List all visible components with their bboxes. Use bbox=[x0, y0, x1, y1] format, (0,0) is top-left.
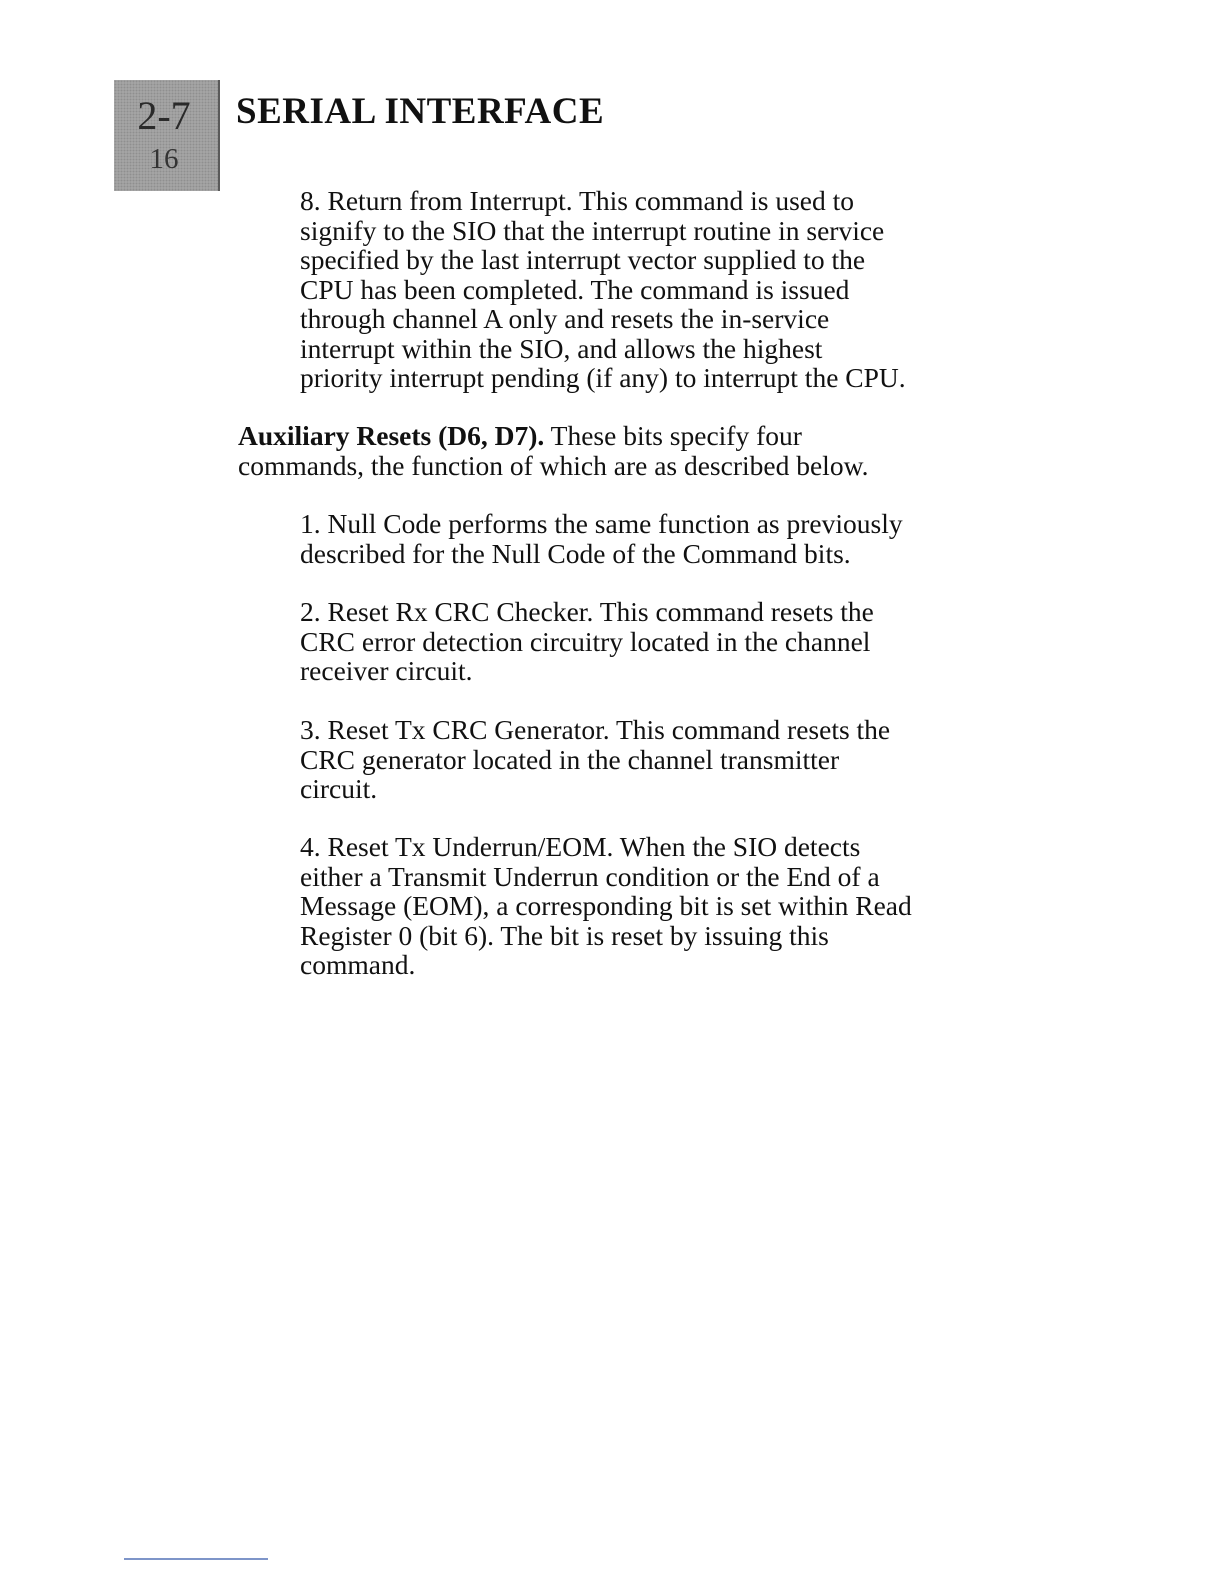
paragraph-reset-tx-crc-generator bbox=[300, 715, 890, 804]
text-line: 3. Reset Tx CRC Generator. This command resets the bbox=[300, 714, 891, 745]
page-title: SERIAL INTERFACE bbox=[236, 91, 605, 132]
text-line: 1. Null Code performs the same function as previously bbox=[300, 508, 903, 539]
auxiliary-intro: These bits specify four bbox=[544, 420, 802, 451]
text-line: Message (EOM), a corresponding bit is set within Read bbox=[300, 890, 912, 921]
text-line: 4. Reset Tx Underrun/EOM. When the SIO detects bbox=[300, 831, 861, 862]
text-line: either a Transmit Underrun condition or the End of a bbox=[300, 860, 880, 892]
text-line: Register 0 (bit 6). The bit is reset by issuing this bbox=[300, 919, 829, 951]
text-line: signify to the SIO that the interrupt routine in service bbox=[300, 214, 885, 246]
auxiliary-heading: Auxiliary Resets (D6, D7). bbox=[238, 420, 545, 451]
paragraph-reset-tx-underrun-eom bbox=[300, 832, 912, 980]
text-line: CRC generator located in the channel transmitter bbox=[300, 743, 840, 775]
page-number: 16 bbox=[149, 143, 179, 175]
footer-rule bbox=[124, 1558, 268, 1560]
text-line: circuit. bbox=[300, 773, 378, 804]
text-line: specified by the last interrupt vector supplied to the bbox=[300, 244, 866, 275]
paragraph-auxiliary-resets bbox=[238, 421, 869, 480]
section-tab bbox=[114, 80, 220, 191]
text-line: priority interrupt pending (if any) to interrupt the CPU. bbox=[300, 362, 906, 393]
text-line: command. bbox=[300, 949, 416, 980]
text-line: through channel A only and resets the in-service bbox=[300, 303, 830, 334]
section-number: 2-7 bbox=[137, 93, 191, 138]
text-line: 2. Reset Rx CRC Checker. This command resets the bbox=[300, 596, 874, 627]
text-line: commands, the function of which are as described below. bbox=[238, 449, 869, 481]
paragraph-reset-rx-crc-checker bbox=[300, 597, 874, 686]
text-line: CRC error detection circuitry located in the channel bbox=[300, 625, 871, 657]
text-line: described for the Null Code of the Command bits. bbox=[300, 537, 851, 569]
text-line: 8. Return from Interrupt. This command is used to bbox=[300, 185, 854, 216]
paragraph-return-from-interrupt bbox=[300, 186, 906, 393]
text-line bbox=[238, 421, 869, 451]
text-line: receiver circuit. bbox=[300, 655, 473, 686]
text-line: CPU has been completed. The command is issued bbox=[300, 273, 850, 305]
text-line: interrupt within the SIO, and allows the highest bbox=[300, 332, 823, 364]
paragraph-null-code bbox=[300, 509, 903, 568]
